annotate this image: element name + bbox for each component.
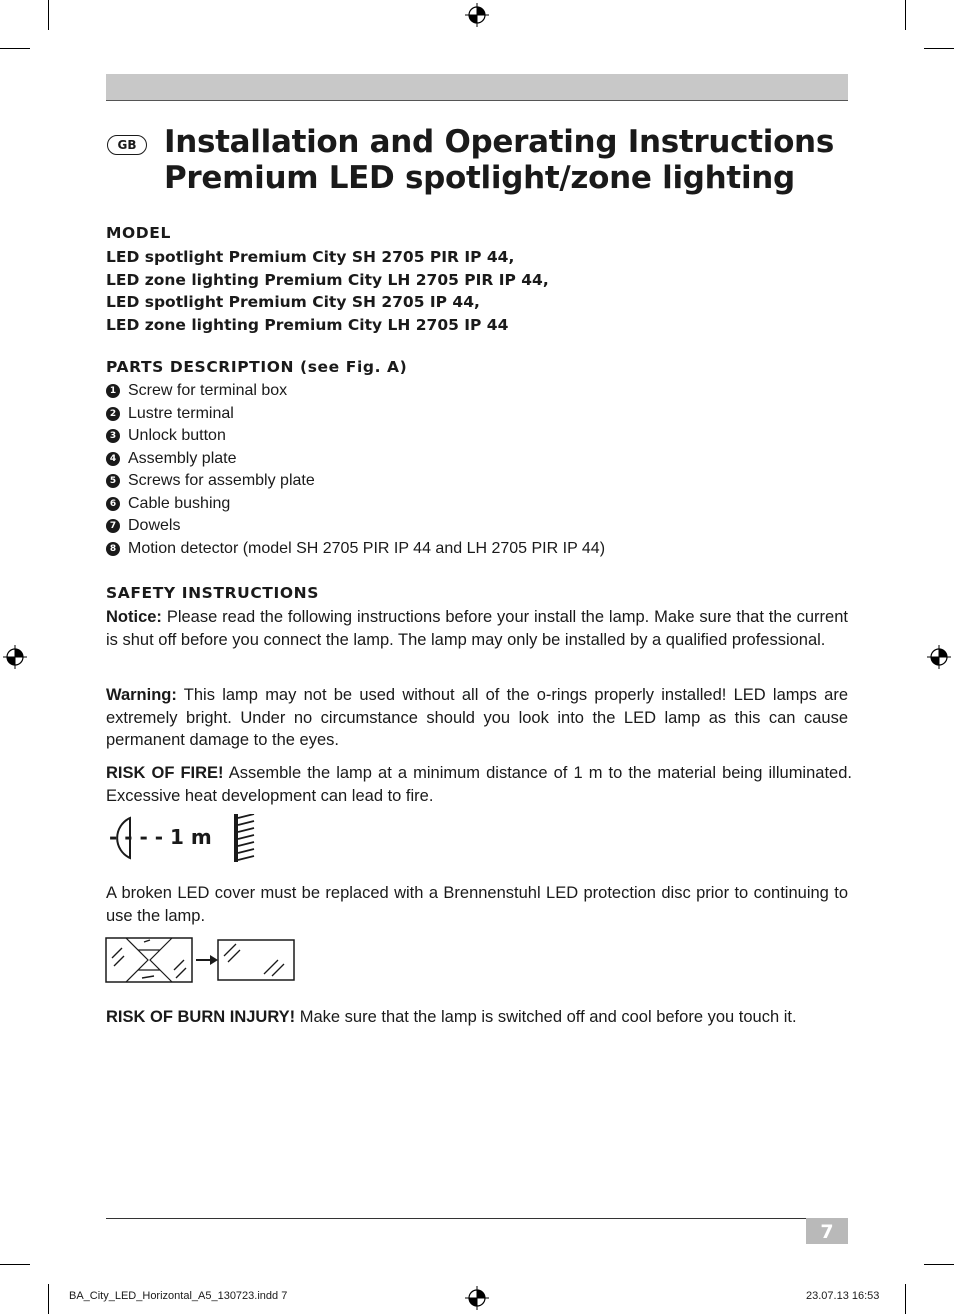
notice-text: Please read the following instructions before your install the lamp. Make sure that the current is shut off before you connect the lamp. The lamp may only be installed by a qualified professional. xyxy=(106,608,848,649)
registration-mark-icon xyxy=(465,3,489,27)
crop-mark xyxy=(905,1284,906,1314)
footer-rule xyxy=(106,1218,848,1219)
burn-label: RISK OF BURN INJURY! xyxy=(106,1008,296,1026)
registration-mark-icon xyxy=(465,1286,489,1310)
item-label: Dowels xyxy=(128,517,181,534)
item-number: 7 xyxy=(106,519,120,533)
registration-mark-icon xyxy=(927,645,951,669)
warning-text: This lamp may not be used without all of the o-rings properly installed! LED lamps are extremely bright. Under no circumstance should you look into the LED lamp as this can cause permanent damage to the eyes. xyxy=(106,686,848,749)
title-line-1: Installation and Operating Instructions xyxy=(164,124,834,160)
list-item xyxy=(106,448,605,471)
burn-text: Make sure that the lamp is switched off and cool before you touch it. xyxy=(295,1008,797,1026)
list-item xyxy=(106,493,605,516)
warning-label: Warning: xyxy=(106,686,177,704)
crop-mark xyxy=(924,48,954,49)
cover-replacement-icon xyxy=(104,936,298,984)
list-item xyxy=(106,515,605,538)
title-line-2: Premium LED spotlight/zone lighting xyxy=(164,160,795,196)
model-heading: MODEL xyxy=(106,224,171,242)
list-item xyxy=(106,425,605,448)
notice-label: Notice: xyxy=(106,608,162,626)
crop-mark xyxy=(48,0,49,30)
list-item xyxy=(106,380,605,403)
fire-label: RISK OF FIRE! xyxy=(106,764,224,782)
model-line: LED zone lighting Premium City LH 2705 IP 44 xyxy=(106,315,509,334)
footer-date: 23.07.13 16:53 xyxy=(806,1290,880,1302)
page-title xyxy=(164,124,834,196)
distance-label: - - - - 1 m xyxy=(109,825,212,849)
warning-paragraph xyxy=(106,684,848,752)
page-number: 7 xyxy=(806,1218,848,1244)
item-label: Screw for terminal box xyxy=(128,382,288,399)
model-line: LED zone lighting Premium City LH 2705 PIR IP 44, xyxy=(106,270,549,289)
item-label: Assembly plate xyxy=(128,449,237,467)
crop-mark xyxy=(0,48,30,49)
model-line: LED spotlight Premium City SH 2705 PIR IP 44, xyxy=(106,248,515,266)
safety-heading: SAFETY INSTRUCTIONS xyxy=(106,584,319,602)
burn-paragraph xyxy=(106,1006,848,1029)
list-item xyxy=(106,470,605,493)
item-number: 3 xyxy=(106,429,120,443)
item-number: 4 xyxy=(106,452,120,466)
item-label: Screws for assembly plate xyxy=(128,472,315,489)
notice-paragraph xyxy=(106,606,848,651)
item-label: Unlock button xyxy=(128,427,226,444)
item-number: 5 xyxy=(106,474,120,488)
item-label: Lustre terminal xyxy=(128,404,234,422)
item-label: Cable bushing xyxy=(128,494,231,512)
crop-mark xyxy=(924,1264,954,1265)
crop-mark xyxy=(0,1264,30,1265)
crop-mark xyxy=(48,1284,49,1314)
item-number: 6 xyxy=(106,497,120,511)
model-list xyxy=(106,246,549,336)
fire-paragraph xyxy=(106,762,852,807)
parts-heading: PARTS DESCRIPTION (see Fig. A) xyxy=(106,358,408,376)
item-number: 8 xyxy=(106,542,120,556)
list-item xyxy=(106,538,605,561)
crop-mark xyxy=(905,0,906,30)
header-bar xyxy=(106,74,848,101)
cover-paragraph: A broken LED cover must be replaced with a Brennenstuhl LED protection disc prior to continuing to use the lamp. xyxy=(106,884,848,925)
list-item xyxy=(106,403,605,426)
model-line: LED spotlight Premium City SH 2705 IP 44, xyxy=(106,293,480,311)
registration-mark-icon xyxy=(3,645,27,669)
footer-filename: BA_City_LED_Horizontal_A5_130723.indd 7 xyxy=(69,1290,288,1302)
language-badge: GB xyxy=(107,135,147,155)
parts-list xyxy=(106,380,605,560)
item-number: 2 xyxy=(106,407,120,421)
item-label: Motion detector (model SH 2705 PIR IP 44 and LH 2705 PIR IP 44) xyxy=(128,539,606,557)
fire-text: Assemble the lamp at a minimum distance of 1 m to the material being illuminated. Excessive heat development can lead to fire. xyxy=(106,764,852,805)
item-number: 1 xyxy=(106,384,120,398)
